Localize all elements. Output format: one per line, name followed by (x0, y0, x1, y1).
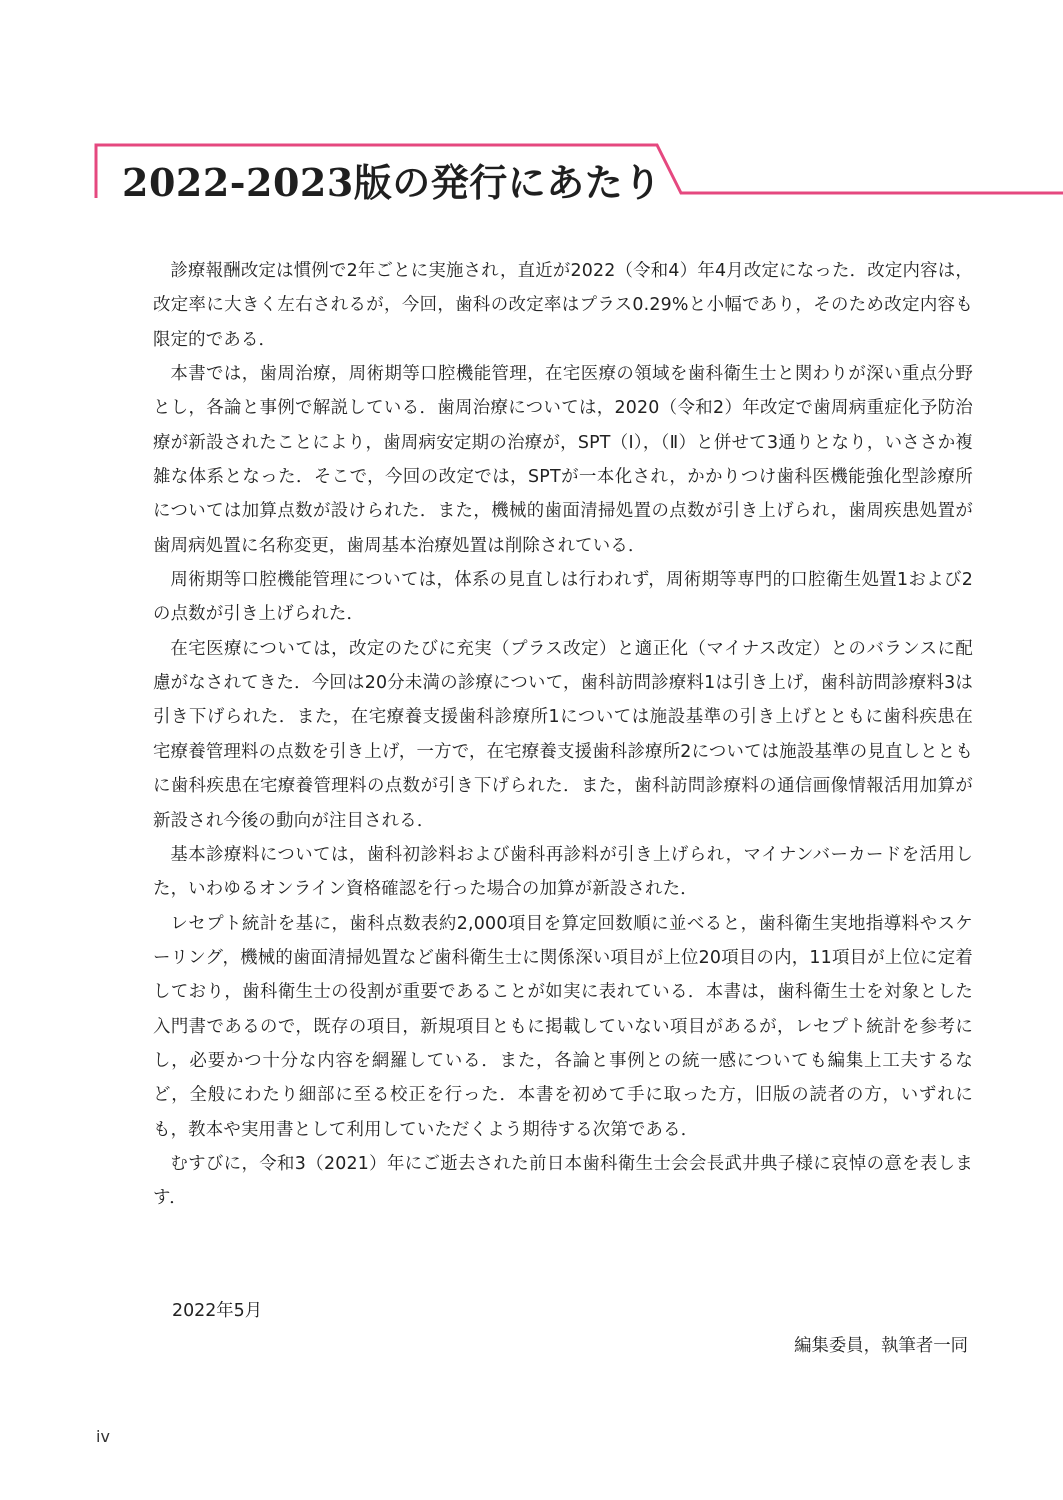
signature: 編集委員，執筆者一同 (794, 1336, 968, 1356)
paragraph: 在宅医療については，改定のたびに充実（プラス改定）と適正化（マイナス改定）とのバランスに配慮がなされてきた．今回は20分未満の診療について，歯科訪問診療料1は引き上げ，歯科訪問診療料3は引き下げられた．また，在宅療養支援歯科診療所1については施設基準の引き上げとともに歯科疾患在宅療養管理料の点数を引き上げ，一方で，在宅療養支援歯科診療所2については施設基準の見直しとともに歯科疾患在宅療養管理料の点数が引き下げられた．また，歯科訪問診療料の通信画像情報活用加算が新設され今後の動向が注目される． (153, 638, 973, 831)
paragraph: 周術期等口腔機能管理については，体系の見直しは行われず，周術期等専門的口腔衛生処置1および2の点数が引き上げられた． (153, 570, 973, 625)
title-frame (0, 0, 1063, 260)
issue-date: 2022年5月 (172, 1301, 263, 1321)
body-text (153, 254, 973, 1216)
paragraph: 診療報酬改定は慣例で2年ごとに実施され，直近が2022（令和4）年4月改定になった．改定内容は，改定率に大きく左右されるが，今回，歯科の改定率はプラス0.29%と小幅であり，そのため改定内容も限定的である． (153, 261, 973, 350)
paragraph: 本書では，歯周治療，周術期等口腔機能管理，在宅医療の領域を歯科衛生士と関わりが深い重点分野とし，各論と事例で解説している．歯周治療については，2020（令和2）年改定で歯周病重症化予防治療が新設されたことにより，歯周病安定期の治療が，SPT（Ⅰ），（Ⅱ）と併せて3通りとなり，いささか複雑な体系となった．そこで，今回の改定では，SPTが一本化され，かかりつけ歯科医機能強化型診療所については加算点数が設けられた．また，機械的歯面清掃処置の点数が引き上げられ，歯周疾患処置が歯周病処置に名称変更，歯周基本治療処置は削除されている． (153, 364, 973, 556)
paragraph: レセプト統計を基に，歯科点数表約2,000項目を算定回数順に並べると，歯科衛生実地指導料やスケーリング，機械的歯面清掃処置など歯科衛生士に関係深い項目が上位20項目の内，11項目が上位に定着しており，歯科衛生士の役割が重要であることが如実に表れている．本書は，歯科衛生士を対象とした入門書であるので，既存の項目，新規項目ともに掲載していない項目があるが，レセプト統計を参考にし，必要かつ十分な内容を網羅している．また，各論と事例との統一感についても編集上工夫するなど，全般にわたり細部に至る校正を行った．本書を初めて手に取った方，旧版の読者の方，いずれにも，教本や実用書として利用していただくよう期待する次第である． (153, 913, 973, 1140)
paragraph: 基本診療料については，歯科初診料および歯科再診料が引き上げられ，マイナンバーカードを活用した，いわゆるオンライン資格確認を行った場合の加算が新設された． (153, 844, 973, 900)
page-number: iv (96, 1427, 110, 1446)
paragraph: むすびに，令和3（2021）年にご逝去された前日本歯科衛生士会会長武井典子様に哀悼の意を表します． (153, 1153, 973, 1209)
page-title: 2022-2023版の発行にあたり (122, 160, 662, 205)
